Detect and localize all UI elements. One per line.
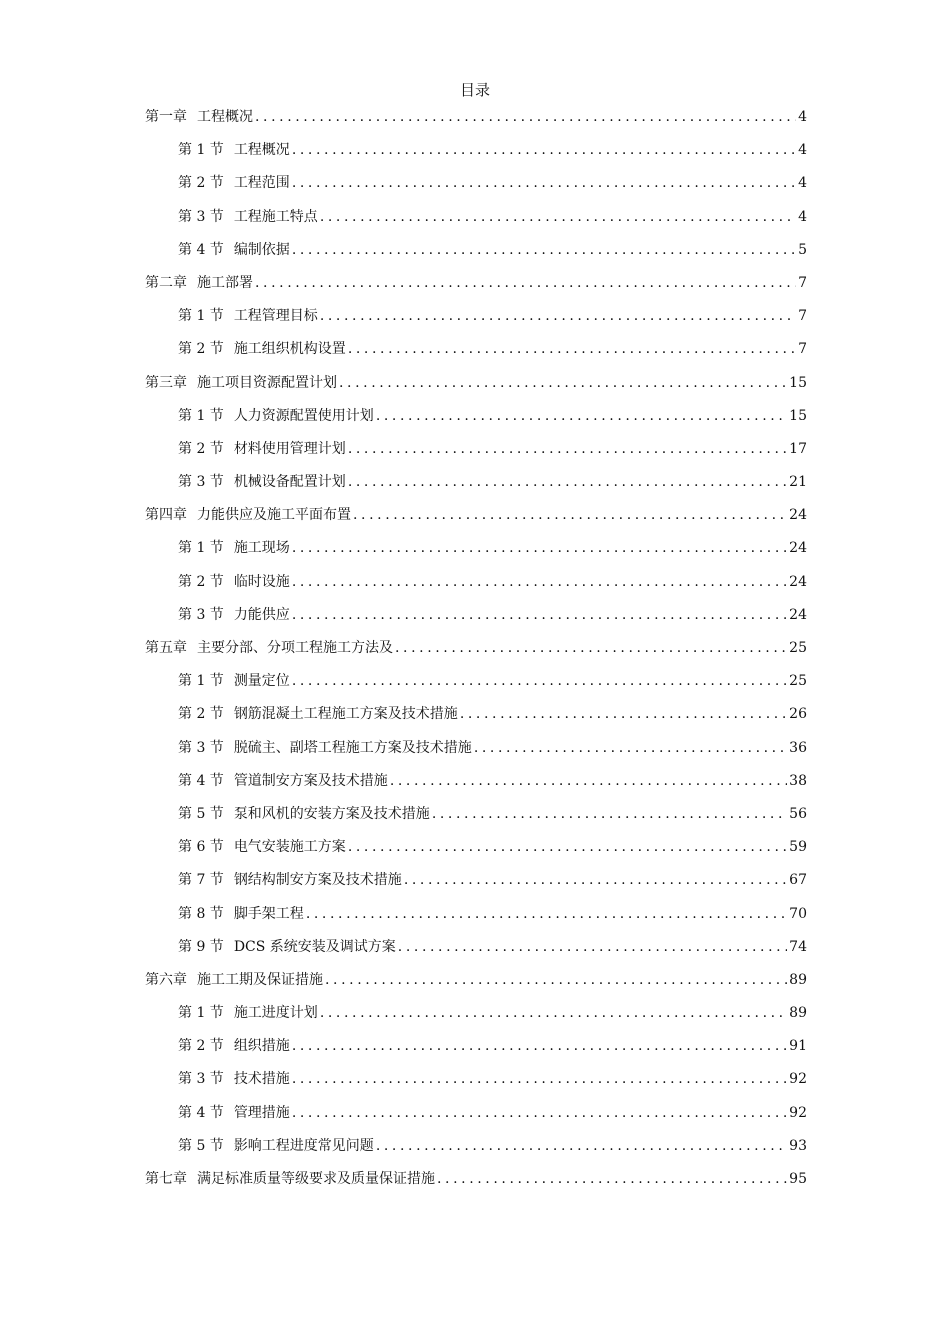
toc-entry-title: 脱硫主、副塔工程施工方案及技术措施 [233,739,472,756]
toc-entry-title: 施工组织机构设置 [233,341,346,358]
toc-entry-title: 工程概况 [197,109,253,125]
toc-section-entry[interactable] [145,436,807,469]
toc-entry-number: 第 4 节 [178,772,224,789]
toc-section-entry[interactable] [145,735,807,768]
toc-dot-leader [255,104,796,130]
toc-section-entry[interactable] [145,403,807,436]
toc-entry-page-number: 15 [789,407,807,424]
toc-entry-page-number: 4 [798,142,807,159]
toc-section-entry[interactable] [145,1033,807,1066]
toc-entry-title: 临时设施 [233,573,290,590]
toc-entry-title: 技术措施 [233,1071,290,1088]
toc-section-entry[interactable] [145,1133,807,1166]
toc-entry-title: 工程施工特点 [233,208,318,225]
toc-entry-number: 第 2 节 [178,573,224,590]
toc-entry-page-number: 7 [798,341,807,358]
toc-dot-leader [376,1133,787,1159]
toc-entry-title: 泵和风机的安装方案及技术措施 [233,805,430,822]
toc-section-entry[interactable] [145,768,807,801]
toc-entry-number: 第 5 节 [178,805,224,822]
toc-entry-title: 工程管理目标 [233,308,318,325]
toc-dot-leader [306,901,787,927]
toc-entry-title: 力能供应及施工平面布置 [197,507,351,524]
toc-entry-page-number: 91 [789,1038,807,1055]
toc-entry-page-number: 93 [789,1137,807,1154]
toc-section-entry[interactable] [145,1100,807,1133]
toc-entry-title: 电气安装施工方案 [233,839,346,856]
toc-entry-page-number: 38 [789,772,807,789]
toc-entry-page-number: 92 [789,1071,807,1088]
toc-entry-page-number: 26 [789,706,807,723]
toc-entry-title: 工程概况 [233,142,290,159]
toc-entry-title: 工程范围 [233,175,290,192]
toc-dot-leader [348,336,796,362]
toc-entry-title: 力能供应 [233,606,290,623]
toc-dot-leader [320,204,796,230]
toc-chapter-entry[interactable] [145,104,807,137]
toc-entry-title: 管道制安方案及技术措施 [233,772,388,789]
toc-entry-number: 第 8 节 [178,905,224,922]
toc-entry-number: 第 1 节 [178,1005,224,1022]
toc-dot-leader [292,535,787,561]
toc-entry-page-number: 95 [789,1171,807,1187]
toc-dot-leader [292,137,796,163]
toc-dot-leader [325,967,787,993]
toc-section-entry[interactable] [145,170,807,203]
toc-entry-number: 第 1 节 [178,142,224,159]
toc-entry-number: 第 2 节 [178,440,224,457]
toc-entry-number: 第六章 [145,971,187,988]
toc-entry-page-number: 36 [789,739,807,756]
toc-entry-number: 第 1 节 [178,407,224,424]
toc-dot-leader [376,403,787,429]
toc-entry-number: 第 3 节 [178,739,224,756]
toc-section-entry[interactable] [145,934,807,967]
toc-entry-number: 第 3 节 [178,606,224,623]
toc-entry-page-number: 70 [789,905,807,922]
toc-section-entry[interactable] [145,137,807,170]
toc-entry-page-number: 21 [789,474,807,491]
toc-entry-title: 编制依据 [233,241,290,258]
toc-dot-leader [292,569,787,595]
toc-entry-number: 第 3 节 [178,208,224,225]
toc-entry-number: 第一章 [145,109,187,125]
toc-dot-leader [390,768,787,794]
toc-dot-leader [292,237,796,263]
toc-entry-title: 人力资源配置使用计划 [233,407,374,424]
toc-entry-number: 第五章 [145,640,187,656]
toc-dot-leader [292,1100,787,1126]
toc-dot-leader [432,801,787,827]
toc-entry-number: 第 1 节 [178,540,224,557]
toc-entry-page-number: 59 [789,839,807,856]
toc-entry-number: 第 9 节 [178,938,224,955]
toc-chapter-entry[interactable] [145,967,807,1000]
toc-section-entry[interactable] [145,204,807,237]
toc-entry-page-number: 7 [798,308,807,325]
toc-section-entry[interactable] [145,801,807,834]
toc-entry-title: 测量定位 [233,673,290,690]
toc-chapter-entry[interactable] [145,370,807,403]
toc-entry-number: 第 1 节 [178,308,224,325]
toc-dot-leader [292,170,796,196]
toc-entry-page-number: 4 [798,208,807,225]
toc-section-entry[interactable] [145,867,807,900]
toc-entry-number: 第 4 节 [178,241,224,258]
toc-entry-page-number: 25 [789,673,807,690]
toc-dot-leader [398,934,787,960]
toc-section-entry[interactable] [145,602,807,635]
toc-dot-leader [460,701,787,727]
toc-entry-page-number: 17 [789,440,807,457]
toc-dot-leader [292,602,787,628]
toc-entry-page-number: 4 [798,109,807,125]
toc-entry-page-number: 74 [789,938,807,955]
toc-entry-page-number: 4 [798,175,807,192]
toc-entry-page-number: 92 [789,1104,807,1121]
toc-entry-page-number: 15 [789,374,807,391]
toc-entry-title: 机械设备配置计划 [233,474,346,491]
toc-entry-title: 材料使用管理计划 [233,440,346,457]
toc-entry-number: 第 2 节 [178,1038,224,1055]
toc-entry-page-number: 67 [789,872,807,889]
toc-section-entry[interactable] [145,701,807,734]
toc-dot-leader [348,834,787,860]
toc-entry-page-number: 56 [789,805,807,822]
toc-section-entry[interactable] [145,1066,807,1099]
toc-entry-title: 主要分部、分项工程施工方法及 [197,640,393,656]
toc-dot-leader [292,1066,787,1092]
toc-chapter-entry[interactable] [145,635,807,668]
toc-entry-number: 第 4 节 [178,1104,224,1121]
toc-entry-number: 第 7 节 [178,872,224,889]
toc-dot-leader [292,1033,787,1059]
toc-section-entry[interactable] [145,336,807,369]
toc-section-entry[interactable] [145,237,807,270]
toc-dot-leader [353,502,787,528]
toc-section-entry[interactable] [145,469,807,502]
toc-entry-title: 施工项目资源配置计划 [197,374,337,391]
toc-entry-title: 影响工程进度常见问题 [233,1137,374,1154]
toc-dot-leader [320,1000,787,1026]
toc-entry-page-number: 24 [789,573,807,590]
toc-entry-number: 第 1 节 [178,673,224,690]
toc-entry-page-number: 24 [789,540,807,557]
toc-entry-title: 满足标准质量等级要求及质量保证措施 [197,1171,435,1187]
toc-dot-leader [255,270,796,296]
toc-dot-leader [395,635,787,661]
toc-dot-leader [348,436,787,462]
toc-entry-page-number: 89 [789,971,807,988]
toc-entry-number: 第 3 节 [178,1071,224,1088]
toc-entry-title: 施工部署 [197,274,253,291]
toc-entry-number: 第 3 节 [178,474,224,491]
toc-chapter-entry[interactable] [145,502,807,535]
toc-entry-number: 第三章 [145,374,187,391]
toc-section-entry[interactable] [145,303,807,336]
toc-section-entry[interactable] [145,668,807,701]
toc-dot-leader [474,735,787,761]
toc-entry-page-number: 25 [789,640,807,656]
toc-entry-number: 第 2 节 [178,175,224,192]
toc-entry-page-number: 24 [789,606,807,623]
toc-entry-title: 钢筋混凝土工程施工方案及技术措施 [233,706,458,723]
toc-title: 目录 [459,81,490,99]
toc-entry-title: 组织措施 [233,1038,290,1055]
toc-section-entry[interactable] [145,1000,807,1033]
toc-entry-number: 第二章 [145,274,187,291]
toc-entry-page-number: 89 [789,1005,807,1022]
toc-entry-title: 施工现场 [233,540,290,557]
toc-section-entry[interactable] [145,535,807,568]
toc-entry-page-number: 5 [798,241,807,258]
toc-entry-number: 第四章 [145,507,187,524]
toc-entry-number: 第 5 节 [178,1137,224,1154]
table-of-contents [145,104,807,1199]
toc-dot-leader [320,303,796,329]
toc-dot-leader [348,469,787,495]
toc-chapter-entry[interactable] [145,1166,807,1199]
toc-entry-page-number: 7 [798,274,807,291]
toc-entry-title: 管理措施 [233,1104,290,1121]
toc-entry-number: 第七章 [145,1171,187,1187]
toc-chapter-entry[interactable] [145,270,807,303]
toc-entry-title: 施工进度计划 [233,1005,318,1022]
toc-entry-title: DCS 系统安装及调试方案 [233,938,396,955]
toc-dot-leader [404,867,787,893]
toc-entry-number: 第 2 节 [178,341,224,358]
toc-entry-title: 施工工期及保证措施 [197,971,323,988]
toc-section-entry[interactable] [145,901,807,934]
toc-dot-leader [292,668,787,694]
toc-dot-leader [339,370,787,396]
toc-entry-page-number: 24 [789,507,807,524]
toc-dot-leader [437,1166,787,1192]
toc-entry-number: 第 2 节 [178,706,224,723]
toc-entry-title: 钢结构制安方案及技术措施 [233,872,402,889]
toc-entry-title: 脚手架工程 [233,905,304,922]
toc-section-entry[interactable] [145,569,807,602]
toc-entry-number: 第 6 节 [178,839,224,856]
toc-section-entry[interactable] [145,834,807,867]
